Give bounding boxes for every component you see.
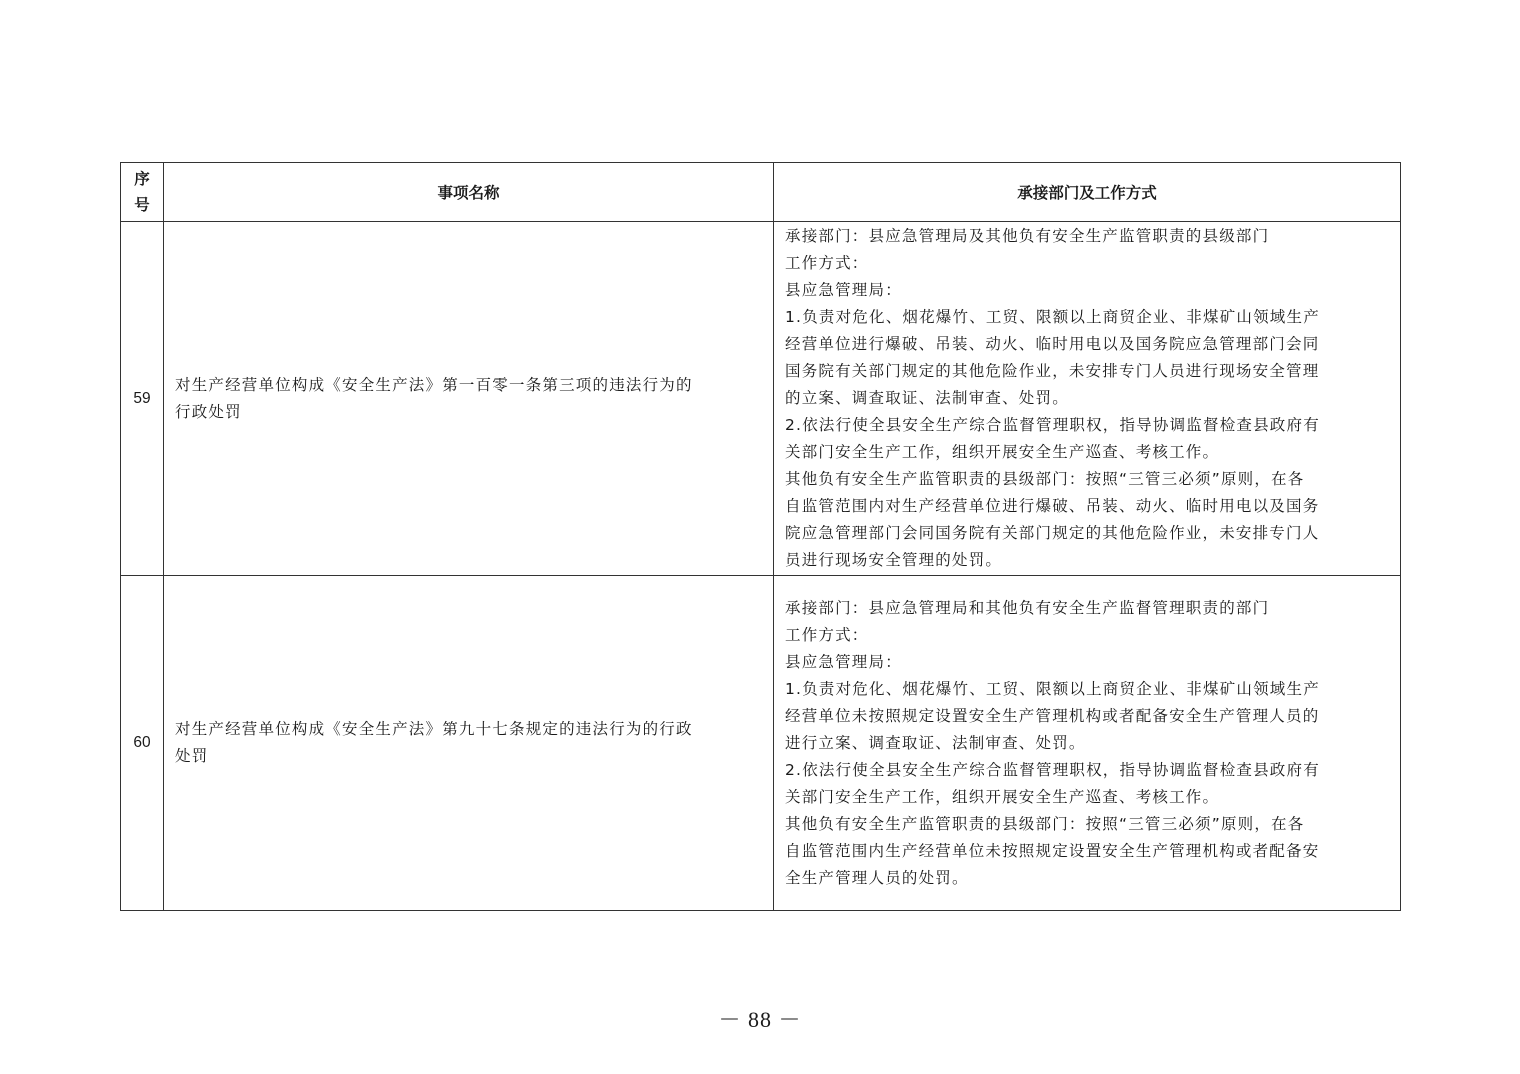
header-department-method: 承接部门及工作方式 bbox=[774, 163, 1401, 222]
text-line: 其他负有安全生产监管职责的县级部门：按照“三管三必须”原则，在各 bbox=[785, 815, 1305, 833]
text-line: 关部门安全生产工作，组织开展安全生产巡查、考核工作。 bbox=[785, 788, 1220, 806]
text-line: 全生产管理人员的处罚。 bbox=[785, 869, 969, 887]
row-department-method bbox=[774, 222, 1401, 576]
table-row bbox=[121, 222, 1401, 576]
text-line: 县应急管理局： bbox=[785, 653, 902, 671]
matters-table bbox=[120, 162, 1401, 911]
text-line: 经营单位进行爆破、吊装、动火、临时用电以及国务院应急管理部门会同 bbox=[785, 335, 1320, 353]
text-line: 的立案、调查取证、法制审查、处罚。 bbox=[785, 389, 1069, 407]
row-serial-number: 60 bbox=[121, 576, 164, 911]
text-line: 员进行现场安全管理的处罚。 bbox=[785, 551, 1003, 569]
text-line: 对生产经营单位构成《安全生产法》第一百零一条第三项的违法行为的 bbox=[175, 375, 693, 394]
text-line: 1.负责对危化、烟花爆竹、工贸、限额以上商贸企业、非煤矿山领域生产 bbox=[785, 308, 1320, 326]
row-matter-name bbox=[164, 576, 774, 911]
text-line: 1.负责对危化、烟花爆竹、工贸、限额以上商贸企业、非煤矿山领域生产 bbox=[785, 680, 1320, 698]
header-serial-char-2: 号 bbox=[134, 196, 150, 214]
table-header-row bbox=[121, 163, 1401, 222]
header-matter-name: 事项名称 bbox=[164, 163, 774, 222]
text-line: 工作方式： bbox=[785, 254, 869, 272]
text-line: 关部门安全生产工作，组织开展安全生产巡查、考核工作。 bbox=[785, 443, 1220, 461]
text-line: 院应急管理部门会同国务院有关部门规定的其他危险作业，未安排专门人 bbox=[785, 524, 1320, 542]
text-line: 工作方式： bbox=[785, 626, 869, 644]
text-line: 自监管范围内对生产经营单位进行爆破、吊装、动火、临时用电以及国务 bbox=[785, 497, 1320, 515]
text-line: 进行立案、调查取证、法制审查、处罚。 bbox=[785, 734, 1086, 752]
header-serial-number bbox=[121, 163, 164, 222]
text-line: 2.依法行使全县安全生产综合监督管理职权，指导协调监督检查县政府有 bbox=[785, 416, 1320, 434]
table-row bbox=[121, 576, 1401, 911]
text-line: 对生产经营单位构成《安全生产法》第九十七条规定的违法行为的行政 bbox=[175, 720, 693, 738]
text-line: 经营单位未按照规定设置安全生产管理机构或者配备安全生产管理人员的 bbox=[785, 707, 1320, 725]
row-department-method bbox=[774, 576, 1401, 911]
text-line: 其他负有安全生产监管职责的县级部门：按照“三管三必须”原则，在各 bbox=[785, 470, 1305, 488]
row-matter-name bbox=[164, 222, 774, 576]
text-line: 2.依法行使全县安全生产综合监督管理职权，指导协调监督检查县政府有 bbox=[785, 761, 1320, 779]
text-line: 县应急管理局： bbox=[785, 281, 902, 299]
text-line: 承接部门：县应急管理局及其他负有安全生产监管职责的县级部门 bbox=[785, 227, 1270, 245]
text-line: 自监管范围内生产经营单位未按照规定设置安全生产管理机构或者配备安 bbox=[785, 842, 1320, 860]
header-serial-char-1: 序 bbox=[134, 170, 150, 188]
text-line: 行政处罚 bbox=[175, 402, 242, 421]
text-line: 承接部门：县应急管理局和其他负有安全生产监督管理职责的部门 bbox=[785, 599, 1270, 617]
row-serial-number: 59 bbox=[121, 222, 164, 576]
text-line: 国务院有关部门规定的其他危险作业，未安排专门人员进行现场安全管理 bbox=[785, 362, 1320, 380]
page-number: － 88 － bbox=[718, 1007, 802, 1032]
text-line: 处罚 bbox=[175, 747, 209, 765]
